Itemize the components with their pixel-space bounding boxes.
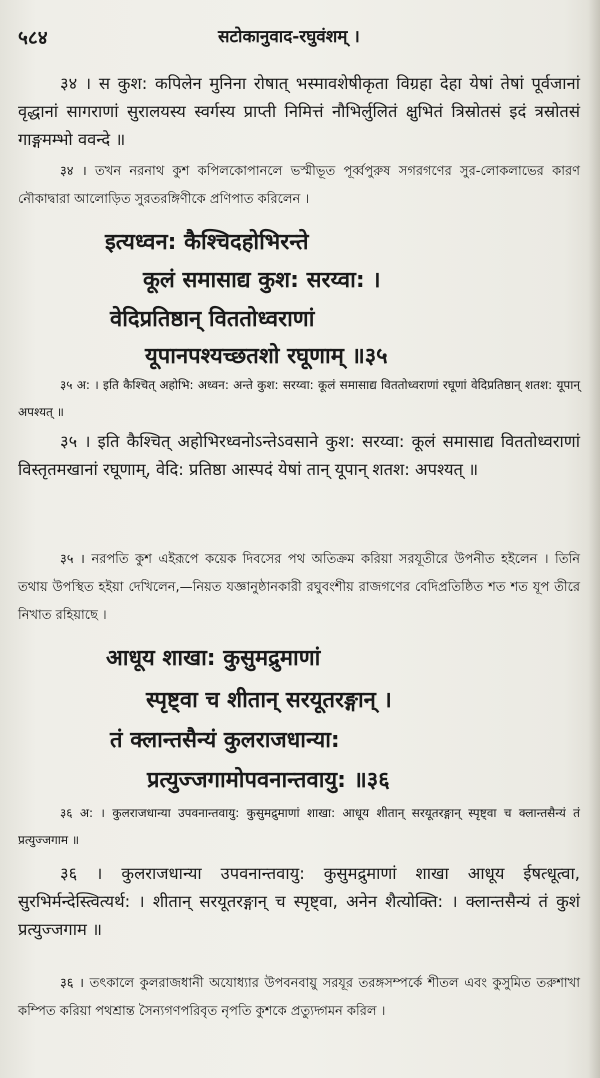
commentary-35: [18, 428, 580, 484]
bengali-35-text: ३५ । নরপতি কুশ এইরূপে কয়েক দিবসের পথ অতিক্রম করিয়া সরযূতীরে উপনীত হইলেন । তিনি তথায় উপস্থিত হইয়া দেখিলেন,—নিয়ত যজ্ঞানুষ্ঠানকারী রঘুবংশীয় রাজগণের বেদিপ্রতিষ্ঠিত শত শত যূপ তীরে নিখাত রহিয়াছে ।: [18, 552, 580, 623]
running-title: सटोकानुवाद-रघुवंशम् ।: [218, 27, 360, 47]
anvaya-35: [18, 372, 580, 426]
commentary-35-text: ३५ । इति कैश्चित् अहोभिरध्वनोऽन्तेऽवसाने कुश: सरय्वा: कूलं समासाद्य विततोध्वराणां विस्तृतमखानां रघूणाम्, वेदि: प्रतिष्ठा आस्पदं येषां तान् यूपान् शतश: अपश्यत् ॥: [18, 432, 580, 479]
bengali-36-text: ३६ । তৎকালে কুলরাজধানী অযোধ্যার উপবনবায়ু সরযূর তরঙ্গসম্পর্কে শীতল এবং কুসুমিত তরুশাখা কম্পিত করিয়া পথশ্রান্ত সৈন্যগণপরিবৃত নৃপতি কুশকে প্রত্যুদ্গমন করিল ।: [18, 976, 580, 1019]
page-header: [18, 24, 580, 52]
verse-36-line-2: स्पृष्ट्वा च शीतान् सरयूतरङ्गान् ।: [146, 688, 392, 713]
verse-35-line-1: इत्यध्वन: कैश्चिदहोभिरन्ते: [105, 230, 309, 255]
verse-35-line-4: यूपानपश्यच्छतशो रघूणाम् ॥३५: [145, 344, 388, 369]
bengali-34-text: ३४ । তখন নরনাথ কুশ কপিলকোপানলে ভস্মীভূত পূর্ব্বপুরুষ সগরগণের সুর-লোকলাভের কারণ নৌকাদ্বারা আলোড়িত সুরতরঙ্গিণীকে প্রণিপাত করিলেন ।: [18, 164, 580, 207]
verse-35-line-2: कूलं समासाद्य कुश: सरय्वा: ।: [143, 268, 381, 293]
anvaya-36-text: ३६ अ: । कुलराजधान्या उपवनान्तवायु: कुसुमद्रुमाणां शाखा: आधूय शीतान् सरयूतरङ्गान् स्पृष्ट्वा च क्लान्तसैन्यं तं प्रत्युज्जगाम ॥: [18, 806, 580, 847]
anvaya-35-text: ३५ अ: । इति कैश्चित् अहोभि: अध्वन: अन्ते कुश: सरय्वा: कूलं समासाद्य विततोध्वराणां रघूणां वेदिप्रतिष्ठान् शतश: यूपान् अपश्यत् ॥: [18, 378, 580, 419]
verse-35-line-3: वेदिप्रतिष्ठान् विततोध्वराणां: [110, 307, 315, 332]
anvaya-36: [18, 800, 580, 854]
bengali-translation-34: [18, 158, 580, 214]
verse-36-line-3: तं क्लान्तसैन्यं कुलराजधान्या:: [110, 728, 340, 753]
commentary-34-text: ३४ । स कुश: कपिलेन मुनिना रोषात् भस्मावशेषीकृता विग्रहा देहा येषां तेषां पूर्वजानां वृद्धानां सागराणां सुरालयस्य स्वर्गस्य प्राप्ती निमित्तं नौभिर्लुलितं क्षुभितं त्रिस्रोतसं इदं त्रस्रोतसं गाङ्गमम्भो ववन्दे ॥: [18, 74, 580, 149]
commentary-34: [18, 70, 580, 154]
page-edge-shadow: [588, 0, 600, 1078]
verse-36-line-1: आधूय शाखा: कुसुमद्रुमाणां: [106, 646, 321, 671]
bengali-translation-36: [18, 970, 580, 1026]
verse-36-line-4: प्रत्युज्जगामोपवनान्तवायु: ॥३६: [147, 768, 390, 793]
bengali-translation-35: [18, 546, 580, 630]
commentary-36: [18, 860, 580, 944]
page-number: ५८४: [18, 27, 48, 49]
commentary-36-text: ३६ । कुलराजधान्या उपवनान्तवायु: कुसुमद्रुमाणां शाखा आधूय ईषत्धूत्वा, सुरभिर्मन्देस्त्वित्यर्थ: । शीतान् सरयूतरङ्गान् च स्पृष्ट्वा, अनेन शैत्योक्ति: । क्लान्तसैन्यं तं कुशं प्रत्युज्जगाम ॥: [18, 864, 580, 939]
